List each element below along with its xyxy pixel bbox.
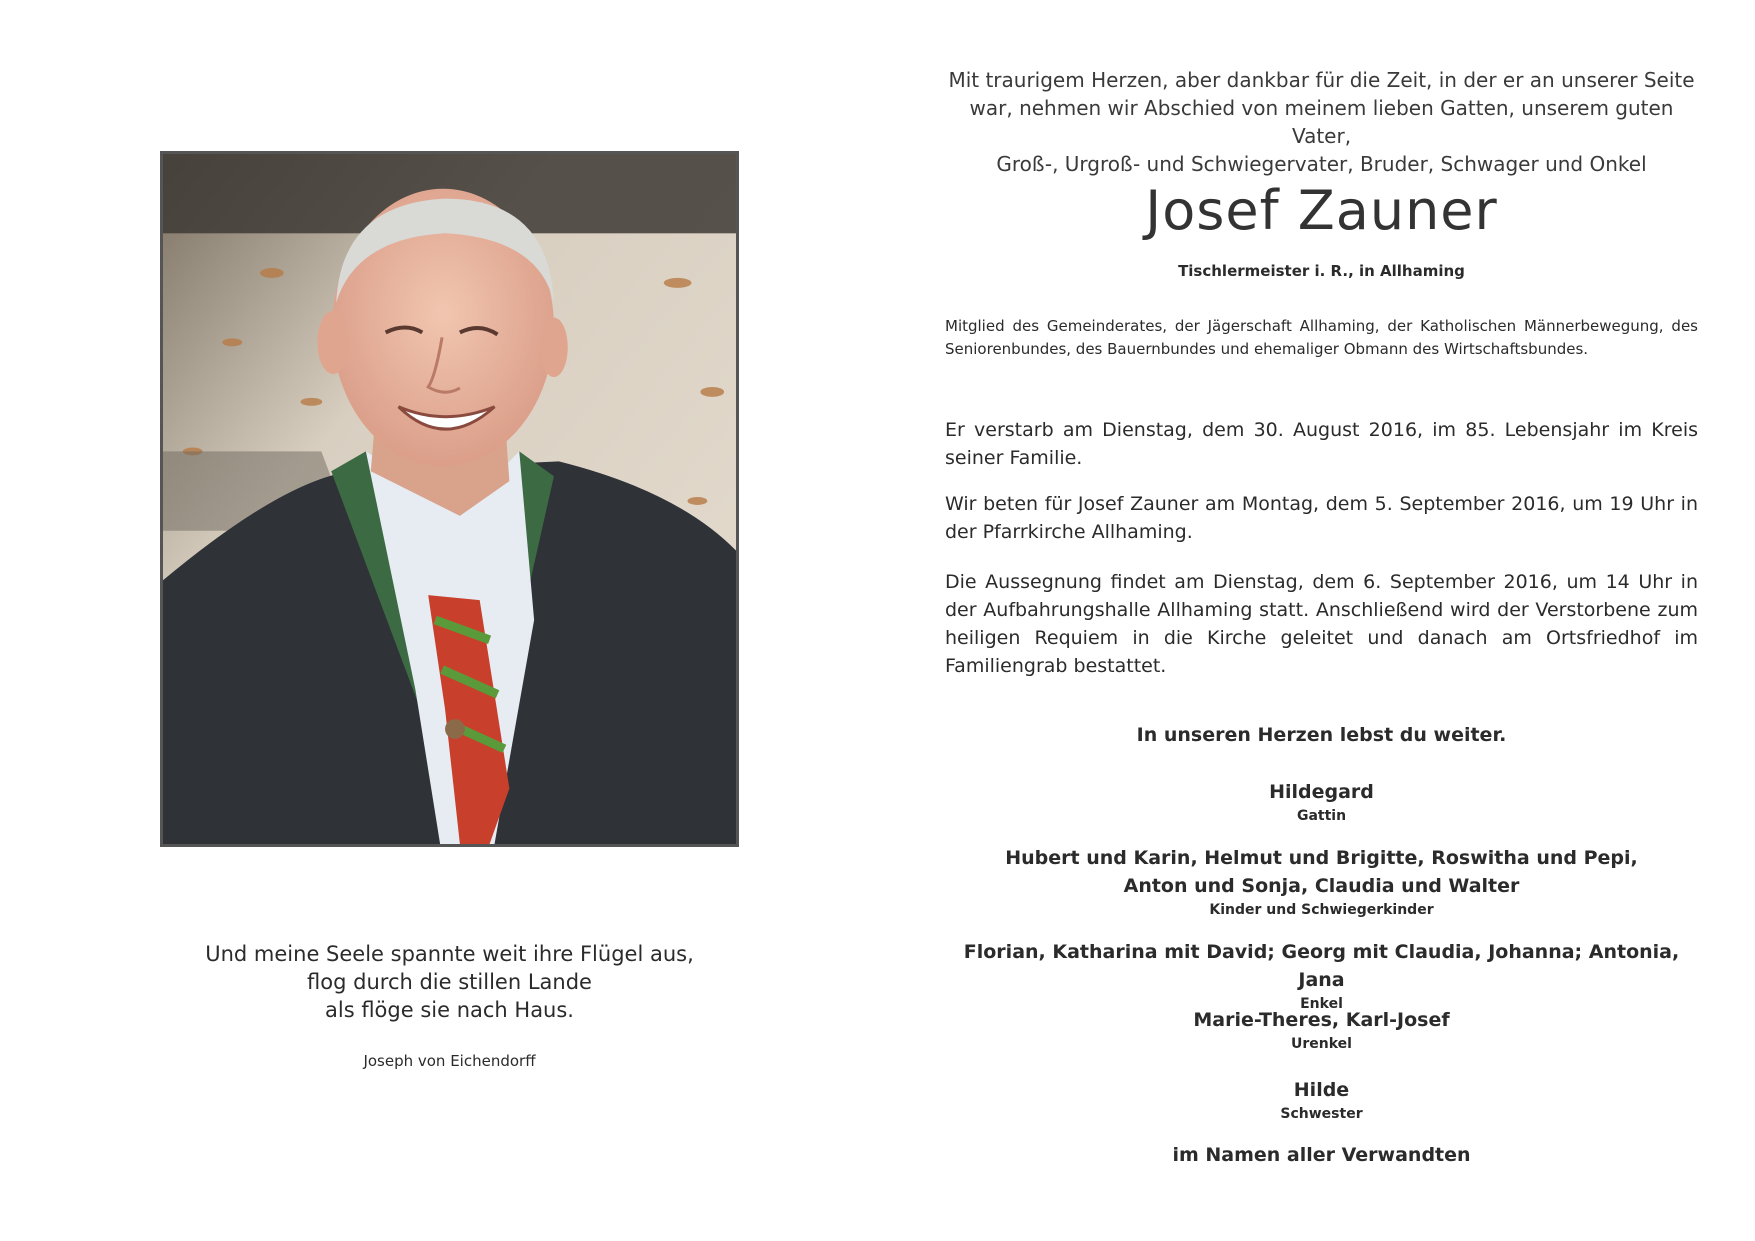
quote-author: Joseph von Eichendorff — [363, 1052, 536, 1070]
membership-text: Mitglied des Gemeinderates, der Jägerschaft Allhaming, der Katholischen Männerbewegung, des Seniorenbundes, des Bauernbundes und ehemaliger Obmann des Wirtschaftsbundes. — [945, 317, 1698, 358]
family-role: Schwester — [1280, 1106, 1363, 1122]
quote-line: flog durch die stillen Lande — [307, 970, 592, 994]
quote-line: als flöge sie nach Haus. — [325, 998, 574, 1022]
family-names: Florian, Katharina mit David; Georg mit Claudia, Johanna; Antonia, Jana — [963, 941, 1680, 991]
obituary-text-panel — [945, 0, 1698, 1241]
motto: In unseren Herzen lebst du weiter. — [1136, 724, 1507, 746]
family-role: Urenkel — [1291, 1036, 1352, 1052]
profession: Tischlermeister i. R., in Allhaming — [1178, 262, 1465, 280]
death-notice-paragraph: Er verstarb am Dienstag, dem 30. August 2016, im 85. Lebensjahr im Kreis seiner Familie. — [945, 419, 1698, 469]
family-names: Marie-Theres, Karl-Josef — [1193, 1009, 1450, 1031]
family-group-sister — [945, 1076, 1698, 1124]
intro-line: Mit traurigem Herzen, aber dankbar für die Zeit, in der er an unserer Seite — [948, 68, 1695, 92]
intro-line: war, nehmen wir Abschied von meinem lieben Gatten, unserem guten Vater, — [969, 96, 1674, 148]
family-names: Hubert und Karin, Helmut und Brigitte, Roswitha und Pepi, — [1005, 847, 1638, 869]
quote-line: Und meine Seele spannte weit ihre Flügel aus, — [205, 942, 694, 966]
family-group-spouse — [945, 778, 1698, 826]
family-names: Anton und Sonja, Claudia und Walter — [1123, 875, 1520, 897]
deceased-name: Josef Zauner — [1145, 179, 1498, 242]
prayer-paragraph: Wir beten für Josef Zauner am Montag, dem 5. September 2016, um 19 Uhr in der Pfarrkirche Allhaming. — [945, 493, 1698, 543]
family-group-great-grandchildren — [945, 1006, 1698, 1054]
portrait-photo — [160, 151, 739, 847]
family-role: Enkel — [1300, 996, 1343, 1012]
portrait-illustration — [163, 154, 736, 844]
family-role: Gattin — [1296, 808, 1347, 824]
closing-line: im Namen aller Verwandten — [1172, 1144, 1471, 1166]
family-names: Hildegard — [1269, 781, 1374, 803]
family-group-grandchildren — [945, 938, 1698, 1014]
family-group-children — [945, 844, 1698, 920]
poem-quote — [160, 940, 739, 1024]
intro-line: Groß-, Urgroß- und Schwiegervater, Bruder, Schwager und Onkel — [996, 152, 1647, 176]
intro-text — [945, 66, 1698, 178]
family-names: Hilde — [1293, 1079, 1350, 1101]
funeral-paragraph: Die Aussegnung findet am Dienstag, dem 6. September 2016, um 14 Uhr in der Aufbahrungshalle Allhaming statt. Anschließend wird der Verstorbene zum heiligen Requiem in die Kirche geleitet und danach am Ortsfriedhof im Familiengrab bestattet. — [945, 571, 1698, 677]
family-role: Kinder und Schwiegerkinder — [1209, 902, 1434, 918]
